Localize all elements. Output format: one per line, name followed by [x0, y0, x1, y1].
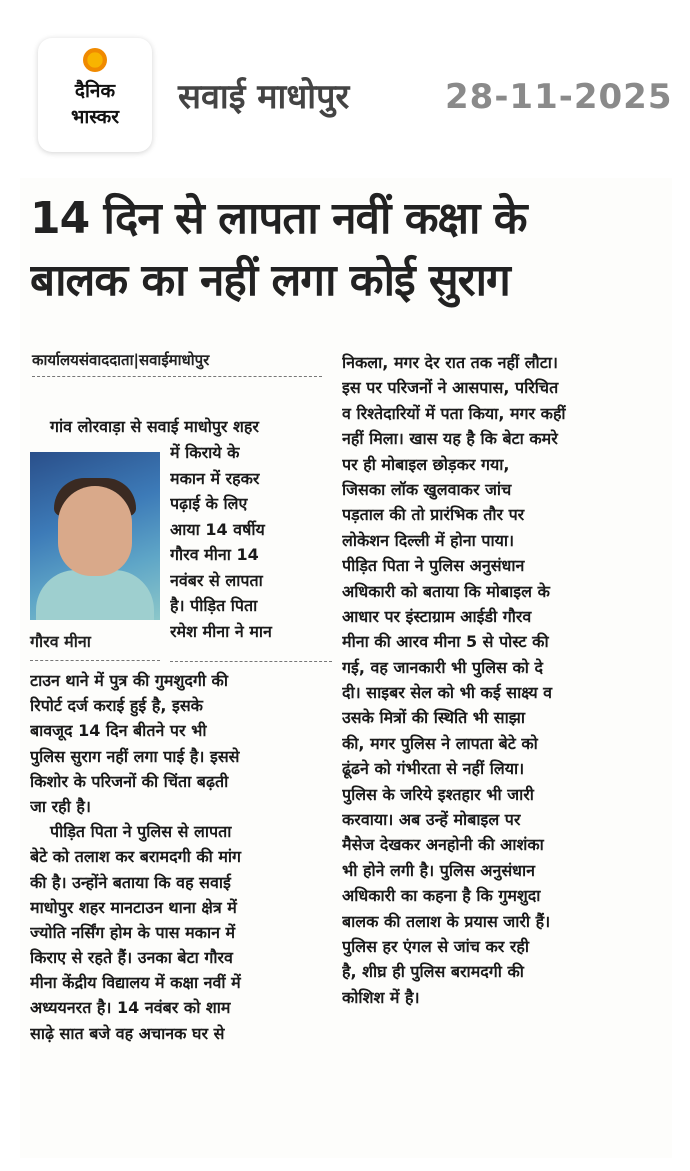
- left-column-top: [30, 414, 332, 439]
- logo-text-line2: भास्कर: [70, 106, 120, 128]
- text-line: रिपोर्ट दर्ज कराई हुई है, इसके: [30, 696, 203, 716]
- side-divider: [170, 661, 332, 662]
- text-line: गौरव मीना 14: [170, 545, 259, 564]
- byline: कार्यालयसंवाददाता|सवाईमाधोपुर: [32, 350, 322, 377]
- headline-line: बालक का नहीं लगा कोई सुराग: [30, 255, 510, 306]
- text-line: मीना केंद्रीय विद्यालय में कक्षा नवीं में: [30, 973, 241, 993]
- text-line: रमेश मीना ने मान: [170, 621, 272, 641]
- photo-face: [58, 486, 132, 576]
- text-line: साढ़े सात बजे वह अचानक घर से: [30, 1023, 225, 1043]
- left-column-bottom: [30, 668, 332, 1046]
- dainik-bhaskar-logo: [38, 38, 152, 152]
- text-line: आधार पर इंस्टाग्राम आईडी गौरव: [342, 606, 532, 626]
- text-line: इस पर परिजनों ने आसपास, परिचित: [342, 378, 559, 398]
- text-line: जा रही है।: [30, 796, 91, 816]
- text-line: मैसेज देखकर अनहोनी की आशंका: [342, 835, 544, 855]
- text-line: पड़ताल की तो प्रारंभिक तौर पर: [342, 505, 525, 525]
- caption-divider: [30, 660, 160, 661]
- text-line: पीड़ित पिता ने पुलिस अनुसंधान: [342, 556, 525, 576]
- text-line: लोकेशन दिल्ली में होना पाया।: [342, 530, 515, 550]
- text-line: आया 14 वर्षीय: [170, 519, 265, 539]
- text-line: गई, वह जानकारी भी पुलिस को दे: [342, 657, 543, 677]
- text-line: व रिश्तेदारियों में पता किया, मगर कहीं: [342, 403, 566, 423]
- text-line: गांव लोरवाड़ा से सवाई माधोपुर शहर: [50, 417, 259, 436]
- text-line: ज्योति नर्सिंग होम के पास मकान में: [30, 922, 236, 942]
- photo-container: [30, 452, 160, 624]
- text-line: पर ही मोबाइल छोड़कर गया,: [342, 454, 510, 474]
- text-line: जिसका लॉक खुलवाकर जांच: [342, 479, 512, 499]
- text-line: बालक की तलाश के प्रयास जारी हैं।: [342, 911, 551, 931]
- text-line: निकला, मगर देर रात तक नहीं लौटा।: [342, 353, 558, 372]
- headline: [30, 188, 660, 312]
- text-line: पुलिस सुराग नहीं लगा पाई है। इससे: [30, 746, 240, 766]
- text-line: दी। साइबर सेल को भी कई साक्ष्य व: [342, 683, 553, 703]
- text-line: अधिकारी का कहना है कि गुमशुदा: [342, 886, 541, 906]
- text-line: माधोपुर शहर मानटाउन थाना क्षेत्र में: [30, 897, 237, 917]
- text-line: किराए से रहते हैं। उनका बेटा गौरव: [30, 948, 233, 968]
- logo-text-line1: दैनिक: [74, 80, 116, 102]
- text-line: नहीं मिला। खास यह है कि बेटा कमरे: [342, 429, 558, 449]
- text-line: पुलिस हर एंगल से जांच कर रही: [342, 936, 530, 956]
- text-line: भी होने लगी है। पुलिस अनुसंधान: [342, 860, 536, 880]
- news-clipping: [20, 178, 672, 1158]
- text-line: ढूंढने को गंभीरता से नहीं लिया।: [342, 759, 525, 779]
- text-line: उसके मित्रों की स्थिति भी साझा: [342, 708, 525, 728]
- text-line: पीड़ित पिता ने पुलिस से लापता: [50, 822, 232, 842]
- text-line: कोशिश में है।: [342, 987, 420, 1007]
- text-line: बेटे को तलाश कर बरामदगी की मांग: [30, 847, 242, 867]
- text-line: की है। उन्होंने बताया कि वह सवाई: [30, 872, 231, 892]
- edition-city: सवाई माधोपुर: [178, 77, 350, 117]
- page-header: [0, 0, 690, 170]
- edition-date: 28-11-2025: [445, 77, 673, 117]
- text-line: मकान में रहकर: [170, 468, 260, 488]
- text-line: बावजूद 14 दिन बीतने पर भी: [30, 721, 207, 741]
- headline-line: 14 दिन से लापता नवीं कक्षा के: [30, 193, 527, 244]
- left-column-beside-photo: [170, 440, 332, 644]
- boy-photo: [30, 452, 160, 620]
- text-line: किशोर के परिजनों की चिंता बढ़ती: [30, 771, 229, 791]
- sun-icon: [83, 48, 107, 72]
- text-line: करवाया। अब उन्हें मोबाइल पर: [342, 810, 521, 830]
- text-line: है। पीड़ित पिता: [170, 596, 258, 615]
- photo-caption: गौरव मीना: [30, 632, 91, 651]
- text-line: है, शीघ्र ही पुलिस बरामदगी की: [342, 962, 524, 982]
- text-line: पढ़ाई के लिए: [170, 494, 248, 513]
- text-line: पुलिस के जरिये इश्तहार भी जारी: [342, 784, 534, 804]
- photo-shirt: [36, 570, 154, 620]
- text-line: अधिकारी को बताया कि मोबाइल के: [342, 581, 550, 601]
- text-line: में किराये के: [170, 443, 240, 462]
- text-line: अध्ययनरत है। 14 नवंबर को शाम: [30, 998, 231, 1018]
- right-column: [342, 350, 664, 1010]
- text-line: टाउन थाने में पुत्र की गुमशुदगी की: [30, 671, 228, 690]
- text-line: मीना की आरव मीना 5 से पोस्ट की: [342, 632, 549, 652]
- text-line: की, मगर पुलिस ने लापता बेटे को: [342, 733, 538, 753]
- text-line: नवंबर से लापता: [170, 570, 263, 590]
